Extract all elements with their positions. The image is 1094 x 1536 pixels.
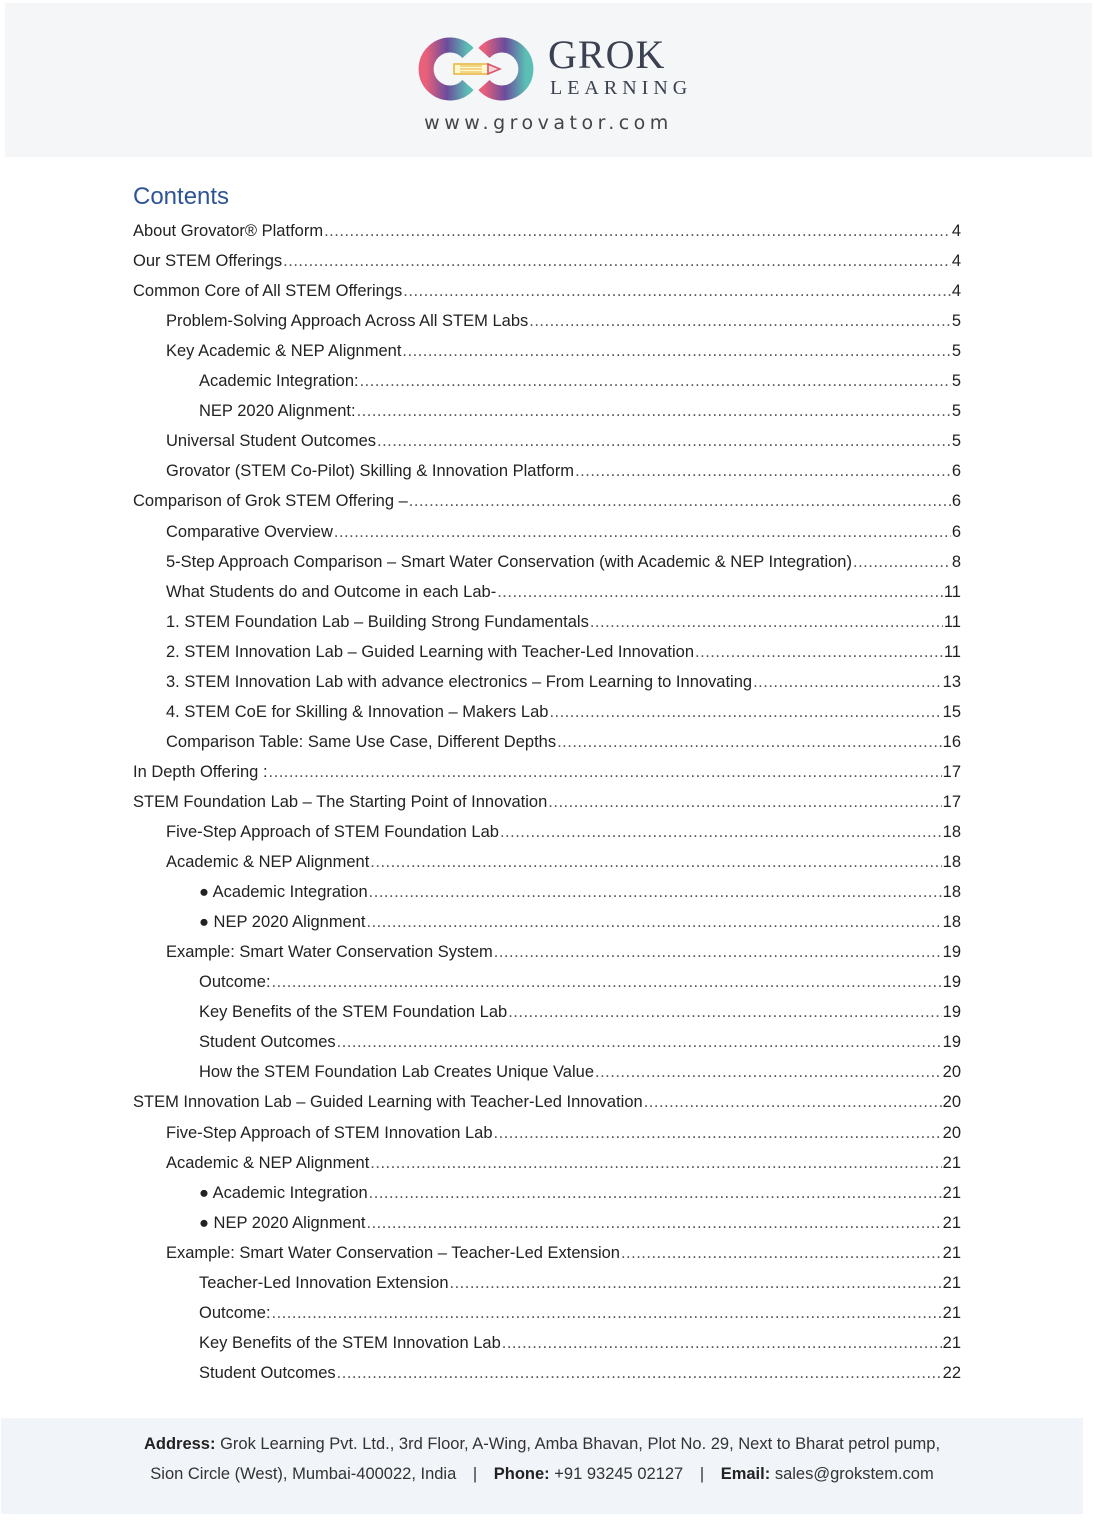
toc-entry-label: Problem-Solving Approach Across All STEM Labs (166, 312, 529, 331)
toc-entry-page-number: 11 (943, 582, 961, 601)
toc-entry-page-number: 4 (951, 282, 961, 301)
toc-leader-dots (370, 1154, 941, 1173)
toc-entry-label: Grovator (STEM Co-Pilot) Skilling & Innovation Platform (166, 462, 575, 481)
toc-entry-page-number: 5 (951, 372, 961, 391)
toc-entry[interactable] (133, 1093, 961, 1117)
toc-entry-label: Key Benefits of the STEM Foundation Lab (199, 1003, 508, 1022)
toc-entry-label: Academic & NEP Alignment (166, 1153, 370, 1172)
grok-learning-logo (410, 33, 710, 105)
separator: | (699, 1465, 705, 1483)
toc-entry-label: ● NEP 2020 Alignment (199, 913, 366, 932)
toc-entry-label: Key Academic & NEP Alignment (166, 342, 402, 361)
toc-entry-label: About Grovator® Platform (133, 222, 324, 240)
toc-entry-page-number: 4 (951, 222, 961, 240)
toc-leader-dots (367, 1214, 942, 1233)
toc-leader-dots (283, 252, 951, 271)
toc-leader-dots (369, 1184, 942, 1203)
toc-entry-label: Five-Step Approach of STEM Innovation Lab (166, 1123, 493, 1142)
toc-entry[interactable] (166, 733, 961, 757)
toc-entry[interactable] (199, 913, 961, 937)
toc-leader-dots (548, 793, 941, 812)
toc-leader-dots (357, 402, 951, 421)
toc-entry[interactable] (166, 943, 961, 967)
toc-entry-page-number: 11 (943, 612, 961, 631)
toc-entry[interactable] (166, 823, 961, 847)
toc-entry-page-number: 19 (942, 973, 961, 992)
toc-entry[interactable] (166, 703, 961, 727)
toc-leader-dots (370, 853, 941, 872)
toc-entry-page-number: 22 (942, 1363, 961, 1382)
toc-entry[interactable] (166, 523, 961, 547)
address-label: Address: (143, 1435, 216, 1453)
toc-entry-page-number: 6 (951, 462, 961, 481)
toc-entry[interactable] (166, 312, 961, 336)
toc-leader-dots (272, 973, 942, 992)
phone-number[interactable]: +91 93245 02127 (554, 1465, 684, 1483)
toc-leader-dots (644, 1093, 942, 1112)
logo-title: GROK (548, 32, 666, 77)
toc-leader-dots (367, 913, 942, 932)
toc-leader-dots (500, 823, 942, 842)
toc-entry-page-number: 19 (942, 943, 961, 962)
toc-entry[interactable] (199, 1334, 961, 1358)
toc-entry-label: Comparative Overview (166, 522, 333, 541)
toc-leader-dots (853, 553, 951, 572)
toc-leader-dots (369, 883, 942, 902)
toc-leader-dots (695, 643, 943, 662)
toc-leader-dots (621, 1244, 942, 1263)
toc-entry[interactable] (166, 342, 961, 366)
footer-contact-line (1, 1465, 1083, 1484)
toc-entry[interactable] (166, 673, 961, 697)
toc-entry-label: Academic & NEP Alignment (166, 853, 370, 872)
toc-entry-page-number: 21 (942, 1273, 961, 1292)
toc-leader-dots (377, 432, 951, 451)
toc-entry-page-number: 6 (951, 492, 961, 511)
toc-entry-page-number: 21 (942, 1183, 961, 1202)
phone-label: Phone: (493, 1465, 550, 1483)
toc-entry-page-number: 5 (951, 342, 961, 361)
email-address[interactable]: sales@grokstem.com (774, 1465, 934, 1483)
toc-entry-page-number: 21 (942, 1213, 961, 1232)
toc-entry[interactable] (166, 853, 961, 877)
page-header (5, 3, 1092, 157)
toc-leader-dots (402, 342, 950, 361)
toc-entry[interactable] (133, 222, 961, 246)
toc-entry-page-number: 5 (951, 432, 961, 451)
toc-leader-dots (360, 372, 951, 391)
toc-leader-dots (334, 523, 951, 542)
toc-entry-label: 2. STEM Innovation Lab – Guided Learning with Teacher-Led Innovation (166, 642, 695, 661)
toc-entry-label: Example: Smart Water Conservation System (166, 943, 493, 962)
toc-entry-label: 4. STEM CoE for Skilling & Innovation – Makers Lab (166, 702, 549, 721)
toc-entry[interactable] (199, 1304, 961, 1328)
toc-entry[interactable] (199, 973, 961, 997)
toc-entry-label: Key Benefits of the STEM Innovation Lab (199, 1333, 501, 1352)
address-text: Grok Learning Pvt. Ltd., 3rd Floor, A-Wing, Amba Bhavan, Plot No. 29, Next to Bharat petrol pump, (220, 1435, 941, 1453)
toc-entry-page-number: 16 (942, 732, 961, 751)
toc-entry[interactable] (199, 1184, 961, 1208)
toc-entry-label: ● Academic Integration (199, 883, 368, 902)
toc-entry-page-number: 5 (951, 312, 961, 331)
toc-entry-page-number: 6 (951, 522, 961, 541)
toc-entry[interactable] (199, 1003, 961, 1027)
toc-entry[interactable] (199, 883, 961, 907)
toc-leader-dots (324, 222, 951, 241)
toc-entry[interactable] (166, 432, 961, 456)
toc-entry-page-number: 20 (942, 1063, 961, 1082)
toc-entry-label: Outcome: (199, 1303, 271, 1322)
toc-entry-label: Academic Integration: (199, 372, 359, 391)
toc-leader-dots (549, 703, 941, 722)
toc-leader-dots (450, 1274, 942, 1293)
toc-entry-page-number: 19 (942, 1003, 961, 1022)
toc-entry[interactable] (133, 282, 961, 306)
toc-leader-dots (575, 462, 951, 481)
email-label: Email: (720, 1465, 771, 1483)
toc-entry-label: How the STEM Foundation Lab Creates Unique Value (199, 1063, 595, 1082)
toc-entry[interactable] (133, 793, 961, 817)
toc-leader-dots (337, 1033, 942, 1052)
toc-entry-label: STEM Foundation Lab – The Starting Point of Innovation (133, 792, 548, 811)
logo-subtitle: LEARNING (550, 77, 693, 99)
toc-entry[interactable] (133, 252, 961, 276)
page-footer (1, 1418, 1083, 1514)
toc-entry[interactable] (166, 553, 961, 577)
toc-entry-label: Example: Smart Water Conservation – Teacher-Led Extension (166, 1243, 620, 1262)
toc-entry[interactable] (166, 462, 961, 486)
toc-entry[interactable] (166, 583, 961, 607)
toc-entry[interactable] (166, 1154, 961, 1178)
toc-entry-page-number: 4 (951, 252, 961, 271)
toc-entry-label: Teacher-Led Innovation Extension (199, 1273, 449, 1292)
infinity-pencil-logo-icon (410, 33, 542, 105)
toc-entry[interactable] (199, 372, 961, 396)
toc-entry-label: NEP 2020 Alignment: (199, 402, 356, 421)
toc-entry-page-number: 18 (942, 823, 961, 841)
toc-entry-label: Comparison of Grok STEM Offering – (133, 492, 408, 511)
toc-entry[interactable] (199, 1274, 961, 1298)
toc-entry[interactable] (166, 1244, 961, 1268)
toc-entry-page-number: 20 (942, 1093, 961, 1112)
toc-leader-dots (595, 1063, 942, 1082)
toc-entry-label: Common Core of All STEM Offerings (133, 282, 403, 301)
toc-entry-page-number: 19 (942, 1033, 961, 1052)
toc-entry-label: Universal Student Outcomes (166, 432, 377, 451)
toc-entry-label: Comparison Table: Same Use Case, Different Depths (166, 732, 557, 751)
toc-leader-dots (497, 583, 943, 602)
toc-entry-label: Five-Step Approach of STEM Foundation Lab (166, 823, 499, 841)
footer-address-line1 (1, 1435, 1083, 1454)
toc-entry[interactable] (199, 1214, 961, 1238)
toc-leader-dots (557, 733, 942, 752)
toc-entry-label: 5-Step Approach Comparison – Smart Water Conservation (with Academic & NEP Integration) (166, 552, 852, 571)
toc-entry-page-number: 18 (942, 913, 961, 932)
toc-entry-label: ● Academic Integration (199, 1183, 368, 1202)
toc-entry-page-number: 13 (942, 672, 961, 691)
toc-entry[interactable] (166, 643, 961, 667)
toc-entry-page-number: 17 (942, 792, 961, 811)
toc-entry-label: Student Outcomes (199, 1033, 336, 1052)
toc-entry[interactable] (166, 613, 961, 637)
toc-entry[interactable] (133, 763, 961, 787)
toc-entry-page-number: 18 (942, 883, 961, 902)
toc-entry-page-number: 20 (942, 1123, 961, 1142)
toc-entry[interactable] (199, 1033, 961, 1057)
toc-leader-dots (272, 1304, 942, 1323)
toc-entry-label: STEM Innovation Lab – Guided Learning with Teacher-Led Innovation (133, 1093, 643, 1112)
toc-title: Contents (133, 183, 230, 210)
toc-leader-dots (494, 1124, 942, 1143)
toc-leader-dots (508, 1003, 941, 1022)
toc-entry-page-number: 11 (943, 642, 961, 661)
toc-entry-page-number: 21 (942, 1243, 961, 1262)
toc-entry-page-number: 21 (942, 1303, 961, 1322)
toc-entry-page-number: 8 (951, 552, 961, 571)
website-url[interactable]: www.grovator.com (424, 112, 673, 134)
toc-leader-dots (494, 943, 942, 962)
separator: | (472, 1465, 478, 1483)
toc-entry-page-number: 15 (942, 702, 961, 721)
toc-entry[interactable] (199, 1063, 961, 1087)
toc-entry-page-number: 18 (942, 853, 961, 872)
toc-entry[interactable] (133, 492, 961, 516)
address-text-line2: Sion Circle (West), Mumbai-400022, India (150, 1465, 457, 1483)
toc-entry-label: Student Outcomes (199, 1363, 336, 1382)
toc-leader-dots (590, 613, 943, 632)
toc-entry-page-number: 21 (942, 1333, 961, 1352)
toc-entry-page-number: 17 (942, 762, 961, 781)
toc-leader-dots (337, 1364, 942, 1383)
toc-leader-dots (269, 763, 942, 782)
toc-entry-label: 1. STEM Foundation Lab – Building Strong Fundamentals (166, 612, 589, 631)
toc-entry[interactable] (199, 1364, 961, 1388)
toc-leader-dots (502, 1334, 942, 1353)
toc-entry-label: ● NEP 2020 Alignment (199, 1213, 366, 1232)
toc-entry-page-number: 21 (942, 1153, 961, 1172)
toc-leader-dots (529, 312, 951, 331)
toc-leader-dots (409, 492, 951, 511)
toc-entry-label: Outcome: (199, 973, 271, 992)
toc-entry-label: What Students do and Outcome in each Lab- (166, 582, 497, 601)
toc-entry[interactable] (199, 402, 961, 426)
toc-entry-label: In Depth Offering : (133, 762, 268, 781)
toc-entry-label: Our STEM Offerings (133, 252, 283, 271)
toc-entry[interactable] (166, 1124, 961, 1148)
toc-leader-dots (753, 673, 942, 692)
toc-leader-dots (403, 282, 951, 301)
toc-entry-label: 3. STEM Innovation Lab with advance electronics – From Learning to Innovating (166, 672, 753, 691)
toc-entry-page-number: 5 (951, 402, 961, 421)
